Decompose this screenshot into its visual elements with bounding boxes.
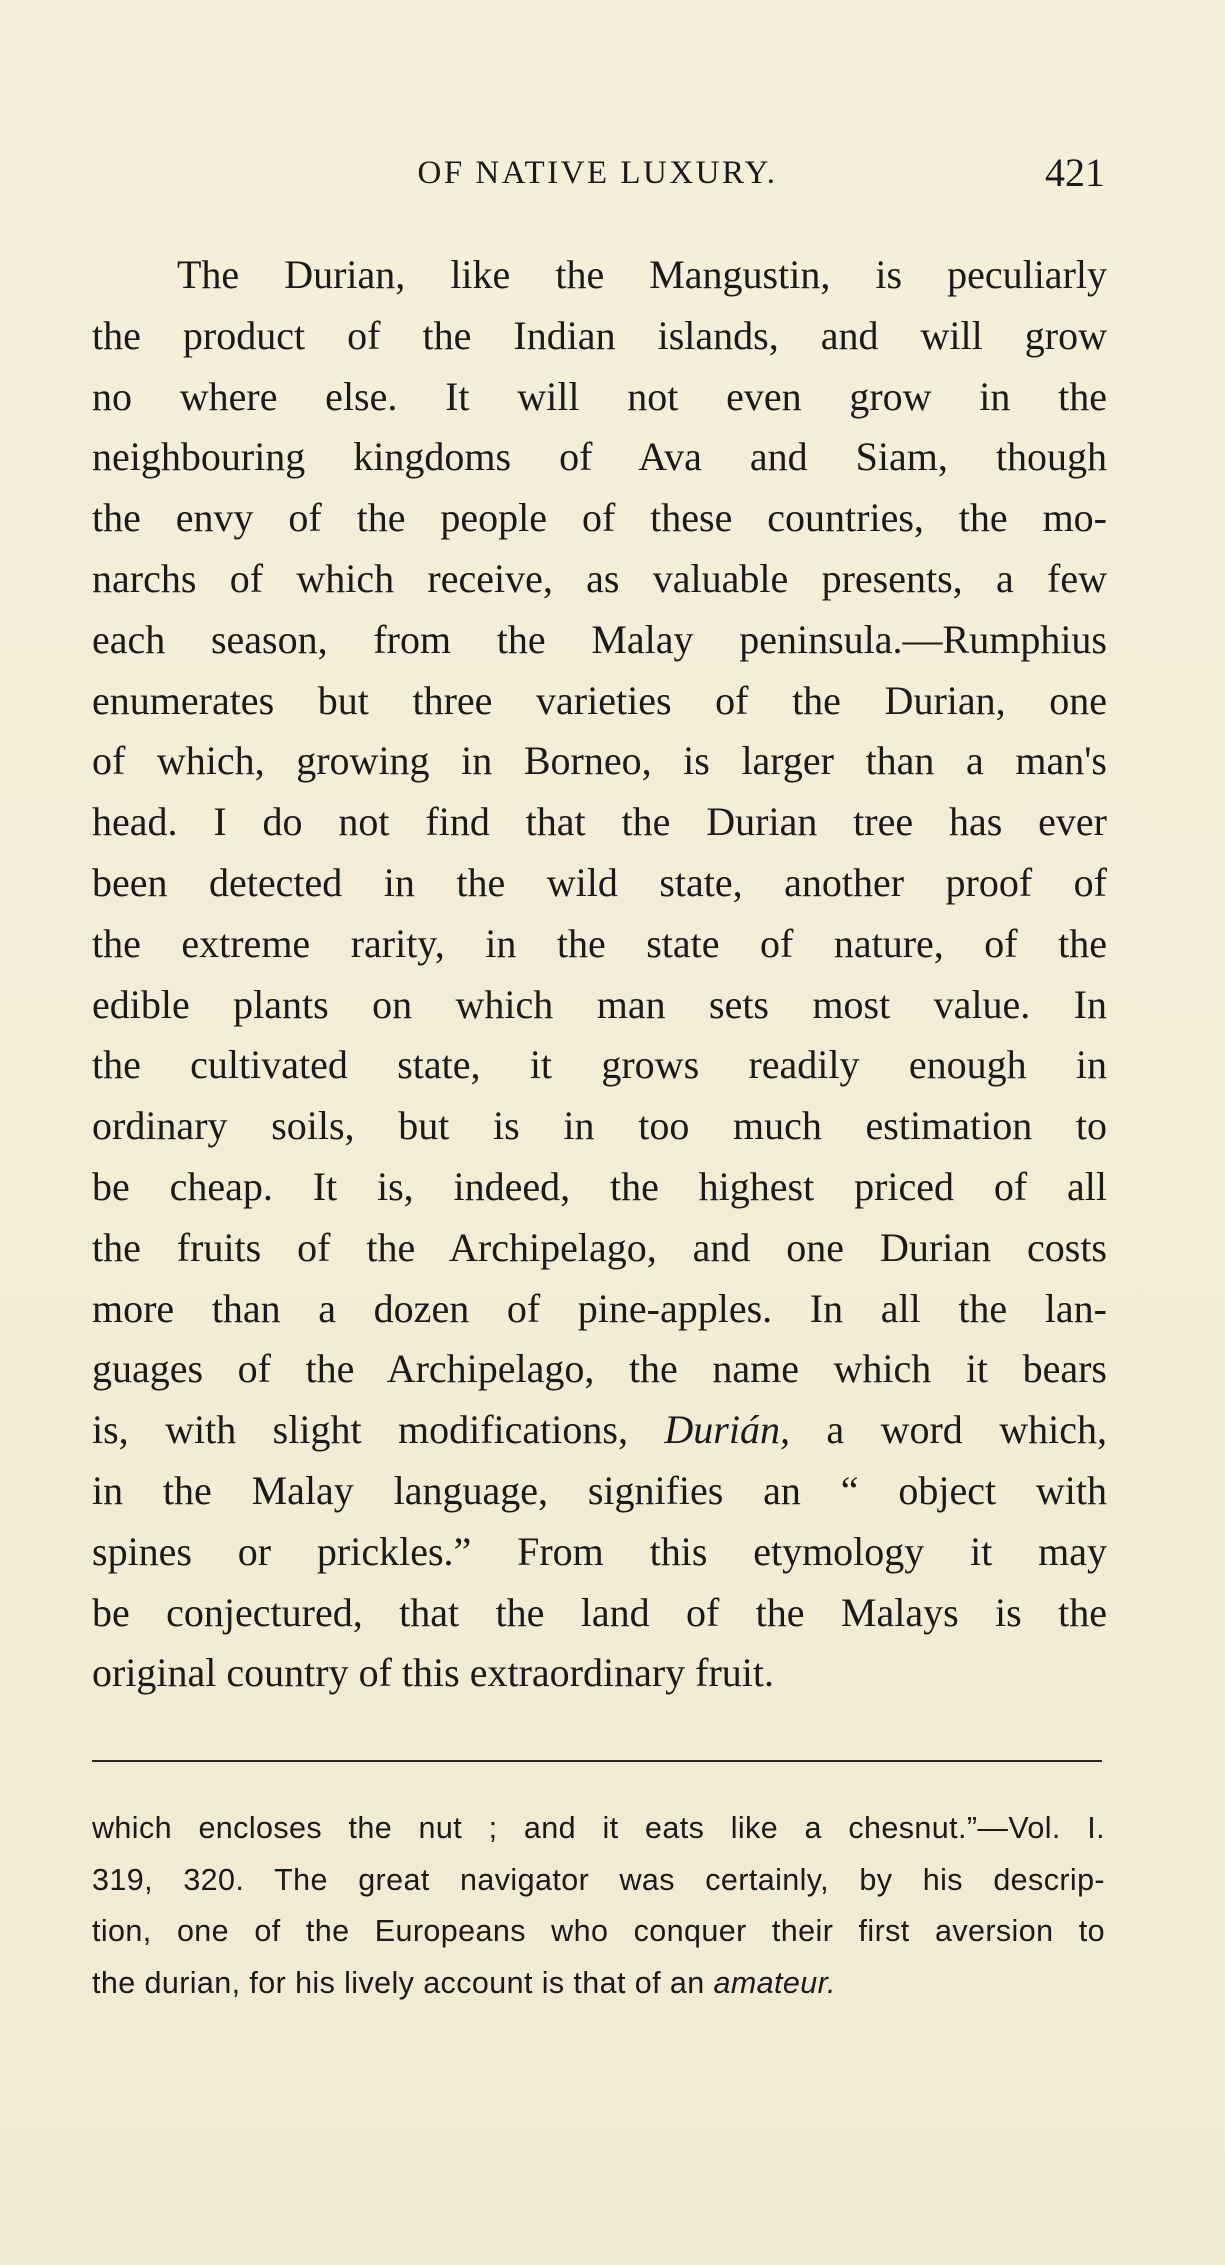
italic-word: Durián,: [664, 1407, 790, 1453]
text-line: the envy of the people of these countries, the mo-: [92, 495, 1107, 541]
text-line: be conjectured, that the land of the Malays is the: [92, 1589, 1107, 1635]
text-line: [92, 1400, 1107, 1461]
footnote-rule: [92, 1760, 1102, 1762]
text-segment: is, with slight modifications,: [92, 1407, 665, 1453]
running-head: [90, 152, 1105, 194]
footnote-line: tion, one of the Europeans who conquer their first aversion to: [92, 1914, 1105, 1948]
footnote: [92, 1803, 1105, 2009]
page-number: 421: [1045, 150, 1105, 195]
text-line: The Durian, like the Mangustin, is peculiarly: [177, 252, 1107, 297]
text-line: of which, growing in Borneo, is larger than a man's: [92, 738, 1107, 784]
text-line: the fruits of the Archipelago, and one Durian costs: [92, 1224, 1107, 1270]
text-line: be cheap. It is, indeed, the highest priced of all: [92, 1163, 1107, 1209]
footnote-line: 319, 320. The great navigator was certainly, by his descrip-: [92, 1862, 1105, 1897]
text-line: more than a dozen of pine-apples. In all the lan-: [92, 1285, 1107, 1331]
text-segment: the durian, for his lively account is that of an: [92, 1965, 714, 2000]
text-line: the extreme rarity, in the state of nature, of the: [92, 920, 1107, 966]
text-line: original country of this extraordinary fruit.: [92, 1650, 775, 1696]
footnote-line: [92, 1958, 1105, 2010]
footnote-line: which encloses the nut ; and it eats like a chesnut.”—Vol. I.: [92, 1811, 1105, 1845]
text-segment: a word which,: [789, 1407, 1107, 1453]
text-line: the product of the Indian islands, and will grow: [92, 312, 1107, 358]
text-line: each season, from the Malay peninsula.—Rumphius: [92, 616, 1107, 662]
text-line: spines or prickles.” From this etymology it may: [92, 1528, 1107, 1574]
text-line: ordinary soils, but is in too much estimation to: [92, 1103, 1107, 1149]
text-line: guages of the Archipelago, the name which it bears: [92, 1346, 1107, 1392]
text-line: neighbouring kingdoms of Ava and Siam, though: [92, 434, 1107, 480]
text-line: the cultivated state, it grows readily enough in: [92, 1042, 1107, 1088]
text-line: enumerates but three varieties of the Durian, one: [92, 677, 1107, 723]
running-title: OF NATIVE LUXURY.: [417, 155, 778, 191]
text-line: head. I do not find that the Durian tree has ever: [92, 799, 1107, 845]
text-line: narchs of which receive, as valuable presents, a few: [92, 555, 1107, 601]
body-paragraph: [92, 245, 1107, 1704]
italic-word: amateur.: [713, 1965, 836, 2000]
text-line: been detected in the wild state, another proof of: [92, 859, 1107, 905]
text-line: no where else. It will not even grow in the: [92, 373, 1107, 419]
text-line: in the Malay language, signifies an “ object with: [92, 1467, 1107, 1513]
text-line: edible plants on which man sets most value. In: [92, 981, 1107, 1027]
